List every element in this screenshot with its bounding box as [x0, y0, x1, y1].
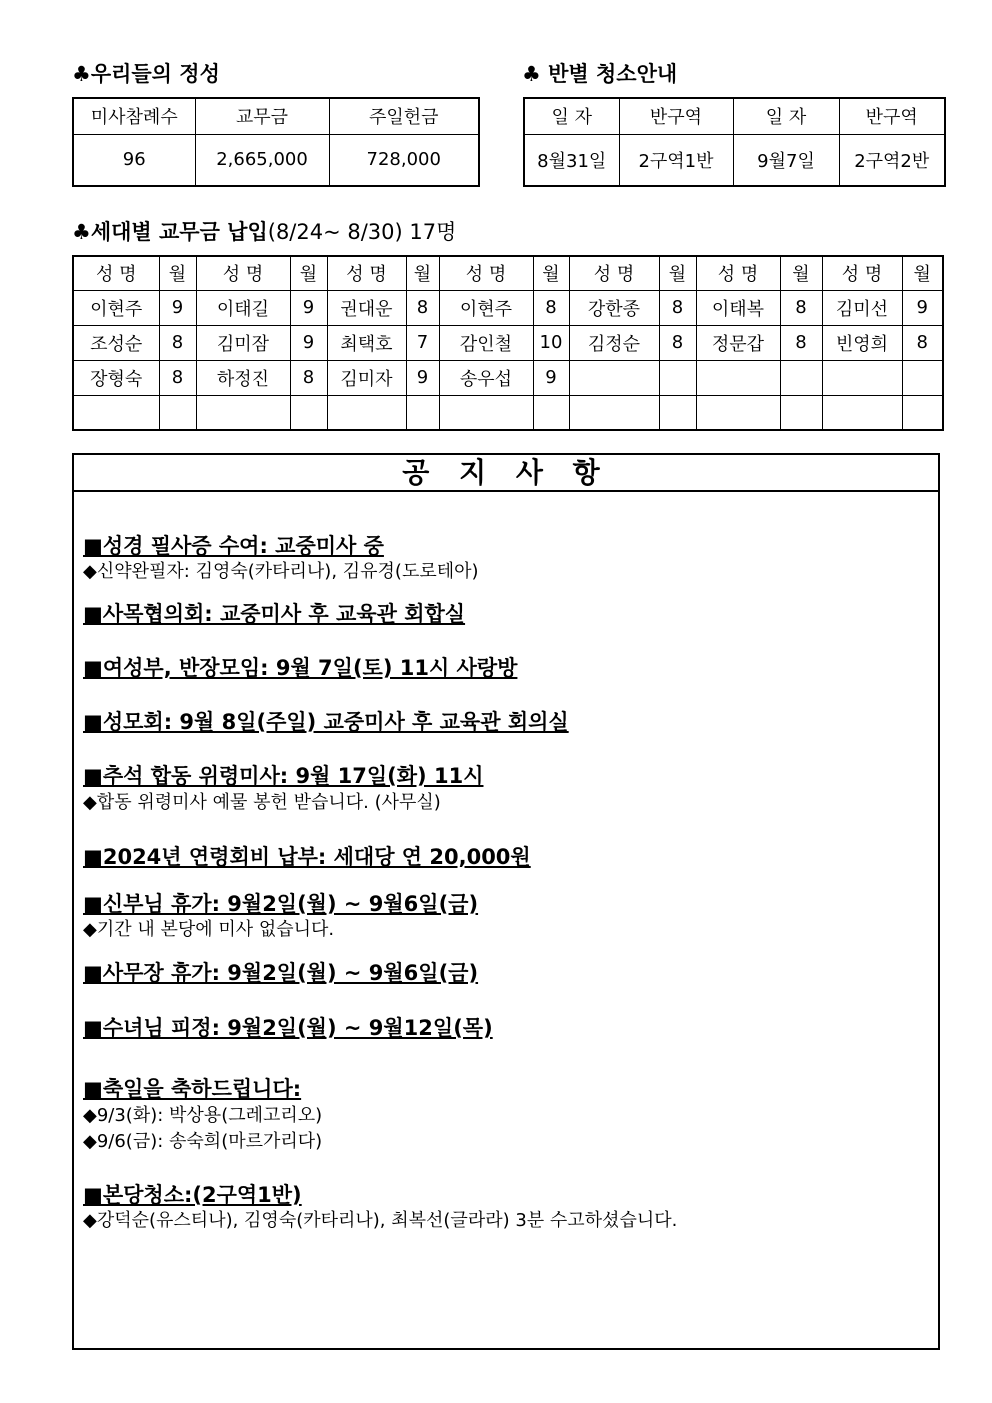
tithe-title: [72, 216, 456, 246]
table-row: [73, 325, 943, 360]
tithe-name-cell: 강한종: [569, 290, 659, 325]
tithe-name-cell: 이현주: [439, 290, 533, 325]
tithe-name-cell: [822, 360, 902, 395]
tithe-month-cell: 9: [533, 360, 569, 395]
tithe-month-cell: [406, 395, 439, 430]
cleaning-title: ♣ 반별 청소안내: [522, 62, 678, 86]
tithe-header-name: 성 명: [569, 256, 659, 290]
notice-title: 공 지 사 항: [74, 455, 938, 492]
tithe-table: [72, 255, 944, 431]
notice-line: ◆강덕순(유스티나), 김영숙(카타리나), 최복선(글라라) 3분 수고하셨습니다.: [83, 1210, 678, 1231]
notice-heading: ■수녀님 피정: 9월2일(월) ~ 9월12일(목): [83, 1016, 493, 1040]
cleaning-value: 9월7일: [733, 134, 839, 186]
tithe-name-cell: [569, 360, 659, 395]
tithe-month-cell: 8: [406, 290, 439, 325]
tithe-header-month: 월: [290, 256, 327, 290]
tithe-header-month: 월: [406, 256, 439, 290]
notice-heading: ■여성부, 반장모임: 9월 7일(토) 11시 사랑방: [83, 656, 518, 680]
offering-table: [72, 97, 480, 187]
tithe-name-cell: 김정순: [569, 325, 659, 360]
tithe-header-month: 월: [780, 256, 822, 290]
tithe-header-name: 성 명: [327, 256, 406, 290]
tithe-header-name: 성 명: [696, 256, 780, 290]
offering-header: 미사참례수: [73, 98, 195, 134]
table-row: [73, 395, 943, 430]
tithe-name-cell: 이태복: [696, 290, 780, 325]
tithe-month-cell: 8: [533, 290, 569, 325]
tithe-period: (8/24~ 8/30) 17명: [267, 220, 457, 244]
tithe-month-cell: [159, 395, 196, 430]
notice-line: ◆9/6(금): 송숙희(마르가리다): [83, 1131, 323, 1152]
tithe-name-cell: 정문갑: [696, 325, 780, 360]
tithe-month-cell: [780, 395, 822, 430]
cleaning-value: 2구역2반: [839, 134, 945, 186]
offering-value: 96: [73, 134, 195, 186]
tithe-name-cell: 조성순: [73, 325, 159, 360]
notice-heading: ■본당청소:(2구역1반): [83, 1183, 302, 1207]
cleaning-header: 일 자: [524, 98, 619, 134]
tithe-title-text: ♣세대별 교무금 납입: [72, 220, 268, 244]
tithe-name-cell: 김미선: [822, 290, 902, 325]
tithe-header-month: 월: [659, 256, 696, 290]
tithe-month-cell: 9: [406, 360, 439, 395]
offering-header: 주일헌금: [329, 98, 479, 134]
notice-heading: ■추석 합동 위령미사: 9월 17일(화) 11시: [83, 764, 484, 788]
notice-heading: ■사목협의회: 교중미사 후 교육관 회합실: [83, 602, 466, 626]
table-row: [73, 290, 943, 325]
tithe-month-cell: 8: [659, 290, 696, 325]
tithe-month-cell: 9: [159, 290, 196, 325]
notice-line: ◆9/3(화): 박상용(그레고리오): [83, 1105, 323, 1126]
tithe-name-cell: [696, 360, 780, 395]
tithe-month-cell: 9: [902, 290, 943, 325]
tithe-month-cell: [659, 360, 696, 395]
tithe-month-cell: 8: [780, 325, 822, 360]
tithe-month-cell: 8: [159, 325, 196, 360]
tithe-name-cell: [696, 395, 780, 430]
tithe-name-cell: [327, 395, 406, 430]
tithe-month-cell: 8: [659, 325, 696, 360]
tithe-header-month: 월: [159, 256, 196, 290]
table-row: [73, 360, 943, 395]
tithe-month-cell: [902, 395, 943, 430]
notice-heading: ■축일을 축하드립니다:: [83, 1077, 302, 1101]
tithe-header-name: 성 명: [822, 256, 902, 290]
offering-value: 728,000: [329, 134, 479, 186]
tithe-name-cell: 김미잠: [196, 325, 290, 360]
tithe-month-cell: 7: [406, 325, 439, 360]
notice-heading: ■사무장 휴가: 9월2일(월) ~ 9월6일(금): [83, 961, 479, 985]
tithe-month-cell: [290, 395, 327, 430]
offering-header: 교무금: [195, 98, 329, 134]
tithe-name-cell: [196, 395, 290, 430]
cleaning-header: 반구역: [839, 98, 945, 134]
tithe-name-cell: [569, 395, 659, 430]
tithe-header-name: 성 명: [196, 256, 290, 290]
tithe-header-month: 월: [902, 256, 943, 290]
notice-line: ◆신약완필자: 김영숙(카타리나), 김유경(도로테아): [83, 561, 479, 582]
tithe-header-name: 성 명: [439, 256, 533, 290]
notice-box: [72, 453, 940, 1350]
notice-heading: ■성경 필사증 수여: 교중미사 중: [83, 534, 384, 558]
tithe-month-cell: 8: [902, 325, 943, 360]
offering-value: 2,665,000: [195, 134, 329, 186]
tithe-name-cell: 이현주: [73, 290, 159, 325]
notice-heading: ■신부님 휴가: 9월2일(월) ~ 9월6일(금): [83, 892, 479, 916]
tithe-month-cell: [902, 360, 943, 395]
notice-line: ◆기간 내 본당에 미사 없습니다.: [83, 919, 335, 940]
notice-heading: ■성모회: 9월 8일(주일) 교중미사 후 교육관 회의실: [83, 710, 569, 734]
tithe-name-cell: [439, 395, 533, 430]
tithe-header-name: 성 명: [73, 256, 159, 290]
tithe-month-cell: 9: [290, 325, 327, 360]
tithe-month-cell: 8: [290, 360, 327, 395]
tithe-name-cell: 최택호: [327, 325, 406, 360]
tithe-name-cell: 감인철: [439, 325, 533, 360]
offering-title: ♣우리들의 정성: [72, 62, 220, 86]
tithe-name-cell: 하정진: [196, 360, 290, 395]
tithe-month-cell: 9: [290, 290, 327, 325]
tithe-name-cell: 빈영희: [822, 325, 902, 360]
tithe-month-cell: [780, 360, 822, 395]
tithe-month-cell: 8: [780, 290, 822, 325]
tithe-name-cell: 장형숙: [73, 360, 159, 395]
cleaning-value: 8월31일: [524, 134, 619, 186]
cleaning-header: 일 자: [733, 98, 839, 134]
tithe-header-month: 월: [533, 256, 569, 290]
notice-heading: ■2024년 연령회비 납부: 세대당 연 20,000원: [83, 845, 531, 869]
tithe-name-cell: 이태길: [196, 290, 290, 325]
cleaning-table: [523, 97, 946, 187]
tithe-name-cell: 송우섭: [439, 360, 533, 395]
cleaning-header: 반구역: [619, 98, 733, 134]
tithe-name-cell: 권대운: [327, 290, 406, 325]
tithe-month-cell: 8: [159, 360, 196, 395]
tithe-name-cell: [822, 395, 902, 430]
tithe-month-cell: 10: [533, 325, 569, 360]
tithe-month-cell: [659, 395, 696, 430]
tithe-name-cell: [73, 395, 159, 430]
tithe-name-cell: 김미자: [327, 360, 406, 395]
notice-line: ◆합동 위령미사 예물 봉헌 받습니다. (사무실): [83, 792, 441, 813]
tithe-month-cell: [533, 395, 569, 430]
cleaning-value: 2구역1반: [619, 134, 733, 186]
